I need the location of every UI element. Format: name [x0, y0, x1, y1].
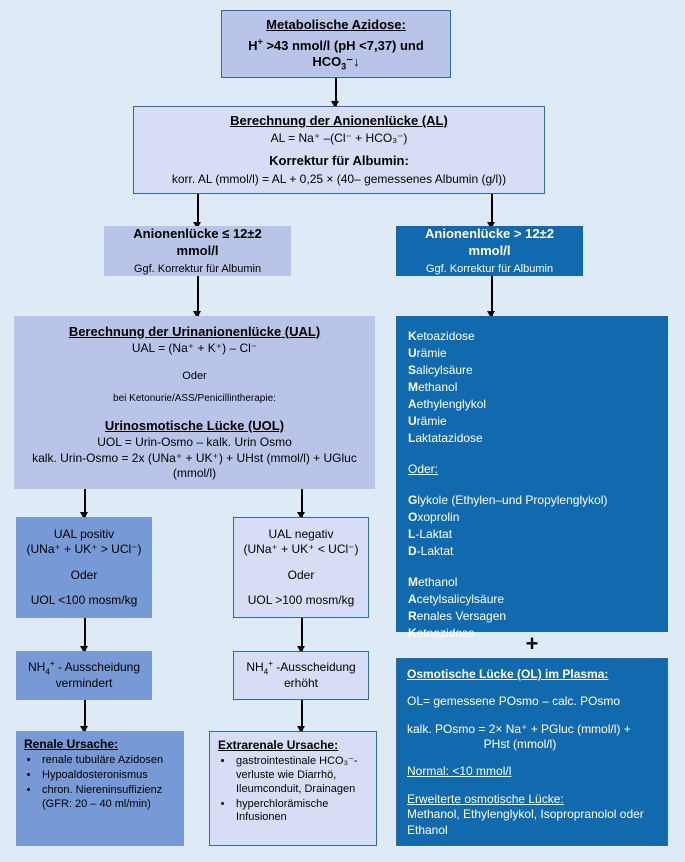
- nh4-increased-line2: erhöht: [283, 675, 319, 690]
- osmotic-gap-expanded-value: Methanol, Ethylenglykol, Isopropranolol oder Ethanol: [407, 807, 644, 837]
- mnemonic-rest: -Laktat: [416, 544, 454, 559]
- mnemonic-rest: rämie: [416, 346, 447, 361]
- mnemonic-rest: alicylsäure: [416, 363, 473, 378]
- albumin-correction-formula: korr. AL (mmol/l) = AL + 0,25 × (40– gemessenes Albumin (g/l)): [171, 171, 507, 186]
- extrarenal-cause-title: Extrarenale Ursache:: [218, 738, 339, 752]
- osmotic-gap-normal-value: <10 mmol/l: [449, 764, 512, 779]
- nh4-decreased-sub: 4: [45, 667, 50, 677]
- mnemonic-letter: M: [408, 380, 418, 395]
- mnemonic-letter: K: [408, 329, 417, 343]
- ual-positive-line1: UAL positiv: [53, 526, 115, 541]
- connector-aglow-to-ualcalc: [197, 276, 199, 316]
- nh4-increased-sup: +: [268, 659, 273, 669]
- kusmaul-group: [408, 328, 668, 447]
- ual-positive-line3: UOL <100 mosm/kg: [30, 592, 138, 607]
- anion-gap-formula: AL = Na⁺ –(Cl⁻ + HCO₃⁻): [270, 130, 408, 145]
- osmotic-gap-normal-label: Normal:: [407, 764, 450, 779]
- node-ual-positive: [16, 517, 152, 618]
- ual-negative-or: Oder: [287, 567, 315, 582]
- mnemonic-letter: K: [408, 626, 417, 641]
- node-high-anion-gap-causes: [396, 316, 668, 641]
- node-nh4-excretion-increased: [233, 651, 369, 700]
- list-item: [408, 379, 668, 396]
- ual-formula: UAL = (Na⁺ + K⁺) – Cl⁻: [131, 341, 258, 356]
- ual-negative-line3: UOL >100 mosm/kg: [247, 592, 355, 607]
- mnemonic-letter: G: [408, 493, 418, 508]
- list-item: • hyperchlorämische Infusionen: [234, 798, 370, 826]
- ual-or-label: Oder: [182, 369, 207, 382]
- list-item: • renale tubuläre Azidosen: [40, 754, 178, 768]
- node-extrarenal-cause: [209, 731, 377, 846]
- list-item: [408, 345, 668, 362]
- nh4-increased-nh: NH: [246, 660, 264, 675]
- mnemonic-rest: ethylenglykol: [416, 397, 487, 412]
- criteria-h-symbol: H: [248, 37, 258, 53]
- node-metabolic-acidosis-criteria: [230, 38, 442, 71]
- node-renal-cause: [16, 731, 184, 846]
- mnemonic-rest: ethanol: [418, 380, 458, 395]
- ual-positive-or: Oder: [70, 567, 98, 582]
- mnemonic-rest: xoprolin: [417, 510, 460, 525]
- list-item: [408, 492, 668, 509]
- osmotic-gap-expanded-label: Erweiterte osmotische Lücke:: [407, 791, 564, 806]
- list-item: [408, 526, 668, 543]
- node-anion-gap-calculation: [133, 106, 545, 194]
- nh4-decreased-line1: [24, 660, 144, 675]
- nh4-decreased-nh: NH: [27, 660, 46, 675]
- osmotic-gap-formula2: kalk. POsmo = 2× Na⁺ + PGluc (mmol/l) +: [407, 721, 631, 736]
- list-item: • Hypoaldosteronismus: [40, 769, 178, 783]
- list-item: [408, 328, 668, 345]
- mnemonic-rest: -Laktat: [415, 527, 453, 542]
- uol-title: Urinosmotische Lücke (UOL): [104, 417, 285, 433]
- anion-gap-high-title: Anionenlücke > 12±2 mmol/l: [425, 226, 554, 258]
- mnemonic-letter: U: [408, 414, 417, 429]
- mnemonic-letter: R: [408, 609, 417, 624]
- list-item: [408, 574, 668, 591]
- node-ual-negative: [233, 517, 369, 618]
- mnemonic-letter: L: [408, 431, 416, 446]
- mnemonic-rest: etoazidose: [416, 626, 475, 641]
- node-urine-anion-gap-calculation: [14, 316, 375, 489]
- mnemonic-letter: A: [408, 592, 417, 607]
- mnemonic-letter: D: [408, 544, 417, 559]
- node-anion-gap-high: [396, 226, 583, 276]
- list-item: [408, 608, 668, 625]
- albumin-correction-subtitle: Korrektur für Albumin:: [269, 153, 409, 169]
- uol-calc-formula: kalk. Urin-Osmo = 2x (UNa⁺ + UK⁺) + UHst (mmol/l) + UGluc: [32, 450, 357, 465]
- list-item: [408, 543, 668, 560]
- list-item: • chron. Niereninsuffizienz (GFR: 20 – 40 ml/min): [40, 784, 178, 812]
- list-item: [408, 430, 668, 447]
- nh4-increased-sub: 4: [263, 667, 269, 677]
- criteria-hco3-sub: 3: [341, 61, 347, 72]
- node-osmotic-gap-plasma: [396, 658, 668, 846]
- anion-gap-high-sub: Ggf. Korrektur für Albumin: [425, 262, 554, 275]
- osmotic-gap-formula2-cont: PHst (mmol/l): [483, 737, 557, 752]
- uol-calc-formula-cont: (mmol/l): [172, 465, 217, 480]
- mnemonic-letter: U: [408, 346, 417, 361]
- list-item: [408, 396, 668, 413]
- list-item: [408, 362, 668, 379]
- connector-aghigh-to-kusmaul: [491, 276, 493, 316]
- nh4-decreased-line2: vermindert: [55, 675, 113, 690]
- goldmark-group: [408, 492, 668, 560]
- anion-gap-low-title: Anionenlücke ≤ 12±2 mmol/l: [133, 226, 262, 258]
- ual-negative-line2: (UNa⁺ + UK⁺ < UCl⁻): [243, 542, 359, 557]
- mnemonic-rest: etoazidose: [416, 329, 475, 343]
- node-nh4-excretion-decreased: [16, 651, 152, 700]
- nh4-increased-post: -Ausscheidung: [272, 660, 356, 675]
- list-item: • gastrointestinale HCO₃⁻-verluste wie Diarrhö, Ileumconduit, Drainagen: [234, 755, 370, 796]
- osmotic-gap-normal: [407, 764, 659, 779]
- criteria-h-charge: +: [257, 36, 263, 47]
- kusmaul-or-label: Oder:: [408, 462, 439, 477]
- mnemonic-rest: lykole (Ethylen–und Propylenglykol): [417, 493, 608, 508]
- nh4-decreased-post: - Ausscheidung: [54, 660, 141, 675]
- node-anion-gap-low: [104, 226, 291, 276]
- ual-negative-line1: UAL negativ: [268, 526, 334, 541]
- mnemonic-rest: enales Versagen: [416, 609, 507, 624]
- ual-calc-title: Berechnung der Urinanionenlücke (UAL): [68, 323, 321, 339]
- mnemonic-letter: O: [408, 510, 418, 525]
- list-item: [408, 591, 668, 608]
- node-metabolic-acidosis-title: Metabolische Azidose:: [266, 17, 406, 33]
- nh4-increased-line1: [242, 660, 360, 675]
- list-item: [408, 509, 668, 526]
- mnemonic-rest: ethanol: [418, 575, 458, 590]
- anion-gap-calc-title: Berechnung der Anionenlücke (AL): [230, 113, 448, 128]
- anion-gap-low-sub: Ggf. Korrektur für Albumin: [133, 262, 262, 275]
- uol-formula: UOL = Urin-Osmo – kalk. Urin Osmo: [97, 435, 292, 450]
- mnemonic-letter: S: [408, 363, 417, 378]
- osmotic-gap-title: Osmotische Lücke (OL) im Plasma:: [407, 667, 609, 681]
- ual-positive-line2: (UNa⁺ + UK⁺ > UCl⁻): [26, 542, 142, 557]
- node-metabolic-acidosis: [221, 10, 451, 78]
- ual-ketonuria-note: bei Ketonurie/ASS/Penicillintherapie:: [113, 392, 276, 404]
- extrarenal-cause-list: [218, 755, 370, 825]
- mnemonic-letter: A: [408, 397, 417, 412]
- mnemonic-rest: aktatazidose: [415, 431, 483, 446]
- criteria-mid: >43 nmol/l (pH <7,37) und HCO: [262, 37, 424, 70]
- mnemonic-letter: M: [408, 575, 418, 590]
- list-item: [408, 413, 668, 430]
- mnemonic-rest: rämie: [416, 414, 447, 429]
- nh4-decreased-sup: +: [49, 659, 55, 669]
- renal-cause-title: Renale Ursache:: [24, 737, 119, 751]
- criteria-post: ⁻↓: [346, 54, 360, 70]
- renal-cause-list: [24, 754, 178, 811]
- mnemonic-rest: cetylsalicylsäure: [416, 592, 505, 607]
- plus-sign: +: [525, 631, 539, 656]
- mnemonic-letter: L: [408, 527, 416, 542]
- osmotic-gap-formula1: OL= gemessene POsmo – calc. POsmo: [407, 694, 621, 709]
